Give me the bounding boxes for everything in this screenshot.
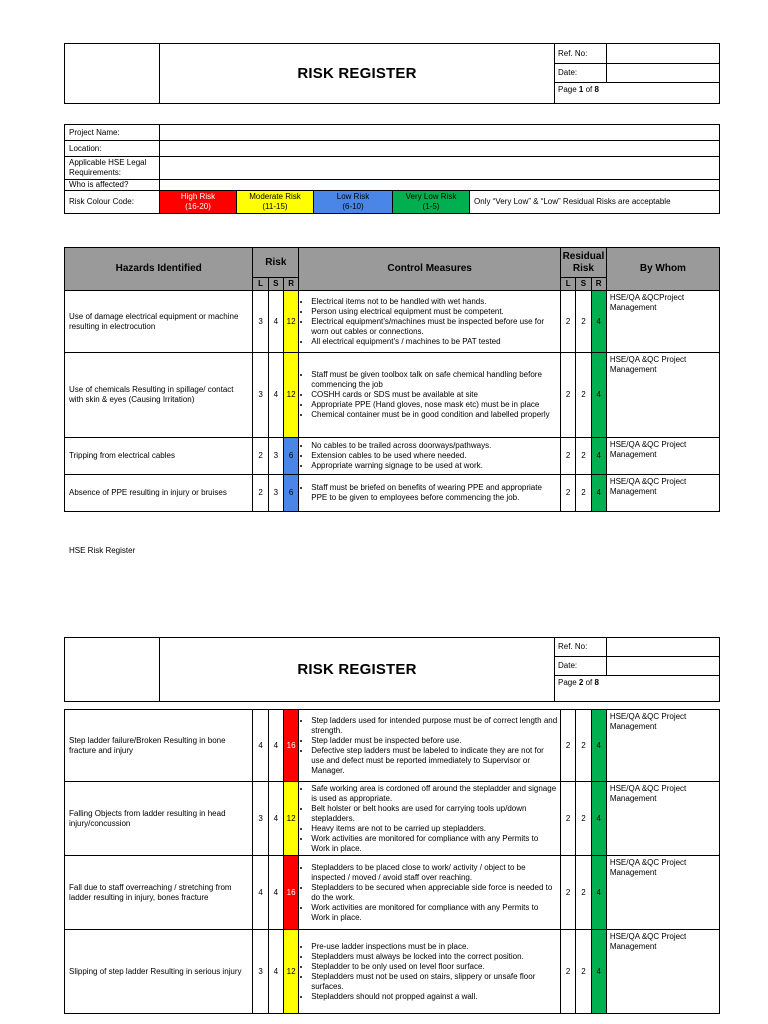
control-item: • Electrical items not to be handled with wet hands. (311, 297, 558, 307)
control-item: • All electrical equipment’s / machines to be PAT tested (311, 337, 558, 347)
residual-s: 2 (576, 856, 591, 930)
residual-l: 2 (561, 856, 576, 930)
by-whom-cell: HSE/QA &QC Project Management (606, 782, 719, 856)
risk-r: 6 (283, 475, 298, 512)
residual-l: 2 (561, 710, 576, 782)
control-item: • COSHH cards or SDS must be available at site (311, 390, 558, 400)
page-number: Page 1 of 8 (555, 83, 720, 104)
control-item: • Work activities are monitored for compliance with any Permits to Work in place. (311, 834, 558, 854)
control-item: • Safe working area is cordoned off around the stepladder and signage is used as appropriate. (311, 784, 558, 804)
residual-s: 2 (576, 710, 591, 782)
risk-l: 4 (253, 710, 268, 782)
risk-l: 3 (253, 291, 268, 353)
control-item: • Defective step ladders must be labeled to indicate they are not for use and defect must be reported immediately to Supervisor or Manager. (311, 746, 558, 776)
control-item: • Appropriate warning signage to be used at work. (311, 461, 558, 471)
location-label: Location: (65, 141, 160, 157)
risk-s: 3 (268, 475, 283, 512)
risk-r: 12 (283, 353, 298, 438)
risk-l: 2 (253, 475, 268, 512)
control-item: • Stepladders must always be locked into the correct position. (311, 952, 558, 962)
control-item: • Belt holster or belt hooks are used for carrying tools up/down stepladders. (311, 804, 558, 824)
risk-r: 12 (283, 930, 298, 1014)
residual-r: 4 (591, 782, 606, 856)
residual-l: 2 (561, 291, 576, 353)
col-by-whom: By Whom (606, 248, 719, 291)
control-measures-cell (299, 782, 561, 856)
residual-s: 2 (576, 291, 591, 353)
page-title: RISK REGISTER (160, 44, 555, 104)
risk-s: 4 (268, 782, 283, 856)
control-item: • Person using electrical equipment must be competent. (311, 307, 558, 317)
control-measures-cell (299, 353, 561, 438)
control-item: • Stepladders should not propped against a wall. (311, 992, 558, 1002)
control-item: • Pre-use ladder inspections must be in place. (311, 942, 558, 952)
logo-area (65, 638, 160, 702)
control-item: • Staff must be given toolbox talk on safe chemical handling before commencing the job (311, 370, 558, 390)
control-measures-cell (299, 438, 561, 475)
residual-r: 4 (591, 438, 606, 475)
who-affected-value (160, 180, 720, 191)
residual-l: 2 (561, 782, 576, 856)
control-item: • Extension cables to be used where needed. (311, 451, 558, 461)
residual-r: 4 (591, 353, 606, 438)
project-name-value (160, 125, 720, 141)
hazard-cell: Step ladder failure/Broken Resulting in bone fracture and injury (65, 710, 253, 782)
table-row (65, 930, 720, 1014)
moderate-risk-key: Moderate Risk (11-15) (237, 191, 314, 214)
date-value (607, 64, 720, 83)
low-risk-key: Low Risk (6-10) (314, 191, 393, 214)
high-risk-key: High Risk (16-20) (160, 191, 237, 214)
hazard-cell: Slipping of step ladder Resulting in serious injury (65, 930, 253, 1014)
control-item: • Stepladders to be secured when appreciable side force is needed to do the work. (311, 883, 558, 903)
date-label: Date: (555, 657, 607, 676)
residual-r: 4 (591, 856, 606, 930)
col-s: S (268, 278, 283, 291)
control-item: • Staff must be briefed on benefits of wearing PPE and appropriate PPE to be given to employees before commencing the job. (311, 483, 558, 503)
project-info-table (64, 124, 720, 214)
col-residual: Residual Risk (561, 248, 607, 278)
risk-s: 4 (268, 710, 283, 782)
residual-r: 4 (591, 475, 606, 512)
acceptable-note: Only “Very Low” & “Low” Residual Risks are acceptable (470, 191, 720, 214)
control-item: • Chemical container must be in good condition and labelled properly (311, 410, 558, 420)
control-item: • Stepladder to be only used on level floor surface. (311, 962, 558, 972)
hazard-cell: Fall due to staff overreaching / stretching from ladder resulting in injury, bones fracture (65, 856, 253, 930)
col-l: L (253, 278, 268, 291)
risk-r: 16 (283, 710, 298, 782)
risk-s: 4 (268, 291, 283, 353)
control-measures-cell (299, 856, 561, 930)
by-whom-cell: HSE/QA &QCProject Management (606, 291, 719, 353)
control-measures-cell (299, 710, 561, 782)
footer-text: HSE Risk Register (69, 546, 136, 555)
risk-l: 4 (253, 856, 268, 930)
project-name-label: Project Name: (65, 125, 160, 141)
by-whom-cell: HSE/QA &QC Project Management (606, 353, 719, 438)
col-risk: Risk (253, 248, 299, 278)
col-hazards: Hazards Identified (65, 248, 253, 291)
risk-l: 3 (253, 782, 268, 856)
residual-l: 2 (561, 353, 576, 438)
hazard-cell: Absence of PPE resulting in injury or bruises (65, 475, 253, 512)
by-whom-cell: HSE/QA &QC Project Management (606, 930, 719, 1014)
residual-l: 2 (561, 438, 576, 475)
by-whom-cell: HSE/QA &QC Project Management (606, 710, 719, 782)
table-row (65, 710, 720, 782)
page2-header (64, 637, 720, 702)
risk-r: 16 (283, 856, 298, 930)
risk-r: 12 (283, 291, 298, 353)
ref-value (607, 638, 720, 657)
table-row (65, 475, 720, 512)
who-affected-label: Who is affected? (65, 180, 160, 191)
col-control: Control Measures (299, 248, 561, 291)
page-title: RISK REGISTER (160, 638, 555, 702)
table-row (65, 856, 720, 930)
residual-s: 2 (576, 782, 591, 856)
residual-l: 2 (561, 475, 576, 512)
table-row (65, 782, 720, 856)
col-residual-r: R (591, 278, 606, 291)
hse-legal-label: Applicable HSE Legal Requirements: (65, 157, 160, 180)
col-r: R (283, 278, 298, 291)
risk-l: 3 (253, 930, 268, 1014)
by-whom-cell: HSE/QA &QC Project Management (606, 438, 719, 475)
ref-label: Ref. No: (555, 638, 607, 657)
date-value (607, 657, 720, 676)
col-residual-l: L (561, 278, 576, 291)
location-value (160, 141, 720, 157)
control-measures-cell (299, 291, 561, 353)
control-item: • Electrical equipment’s/machines must be inspected before use for worn out cables or connections. (311, 317, 558, 337)
residual-l: 2 (561, 930, 576, 1014)
control-measures-cell (299, 930, 561, 1014)
control-item: • Appropriate PPE (Hand gloves, nose mask etc) must be in place (311, 400, 558, 410)
page-number: Page 2 of 8 (555, 676, 720, 702)
control-item: • Heavy items are not to be carried up stepladders. (311, 824, 558, 834)
risk-r: 6 (283, 438, 298, 475)
by-whom-cell: HSE/QA &QC Project Management (606, 475, 719, 512)
residual-s: 2 (576, 438, 591, 475)
control-item: • No cables to be trailed across doorways/pathways. (311, 441, 558, 451)
by-whom-cell: HSE/QA &QC Project Management (606, 856, 719, 930)
risk-s: 4 (268, 856, 283, 930)
risk-register-table-page2 (64, 709, 720, 1014)
residual-s: 2 (576, 353, 591, 438)
residual-r: 4 (591, 710, 606, 782)
ref-label: Ref. No: (555, 44, 607, 64)
risk-register-table-page1 (64, 247, 720, 512)
logo-area (65, 44, 160, 104)
control-item: • Step ladders used for intended purpose must be of correct length and strength. (311, 716, 558, 736)
table-row (65, 353, 720, 438)
hazard-cell: Falling Objects from ladder resulting in head injury/concussion (65, 782, 253, 856)
very-low-risk-key: Very Low Risk (1-5) (393, 191, 470, 214)
control-item: • Stepladders must not be used on stairs, slippery or unsafe floor surfaces. (311, 972, 558, 992)
control-item: • Work activities are monitored for compliance with any Permits to Work in place. (311, 903, 558, 923)
residual-r: 4 (591, 930, 606, 1014)
residual-r: 4 (591, 291, 606, 353)
residual-s: 2 (576, 930, 591, 1014)
col-residual-s: S (576, 278, 591, 291)
table-row (65, 291, 720, 353)
page1-header (64, 43, 720, 104)
risk-l: 2 (253, 438, 268, 475)
hazard-cell: Use of chemicals Resulting in spillage/ contact with skin & eyes (Causing Irritation) (65, 353, 253, 438)
hazard-cell: Use of damage electrical equipment or machine resulting in electrocution (65, 291, 253, 353)
hse-legal-value (160, 157, 720, 180)
date-label: Date: (555, 64, 607, 83)
risk-r: 12 (283, 782, 298, 856)
residual-s: 2 (576, 475, 591, 512)
colour-code-label: Risk Colour Code: (65, 191, 160, 214)
risk-l: 3 (253, 353, 268, 438)
control-item: • Step ladder must be inspected before use. (311, 736, 558, 746)
ref-value (607, 44, 720, 64)
risk-s: 3 (268, 438, 283, 475)
hazard-cell: Tripping from electrical cables (65, 438, 253, 475)
table-row (65, 438, 720, 475)
risk-s: 4 (268, 930, 283, 1014)
control-item: • Stepladders to be placed close to work/ activity / object to be inspected / moved / avoid staff over reaching. (311, 863, 558, 883)
risk-s: 4 (268, 353, 283, 438)
control-measures-cell (299, 475, 561, 512)
